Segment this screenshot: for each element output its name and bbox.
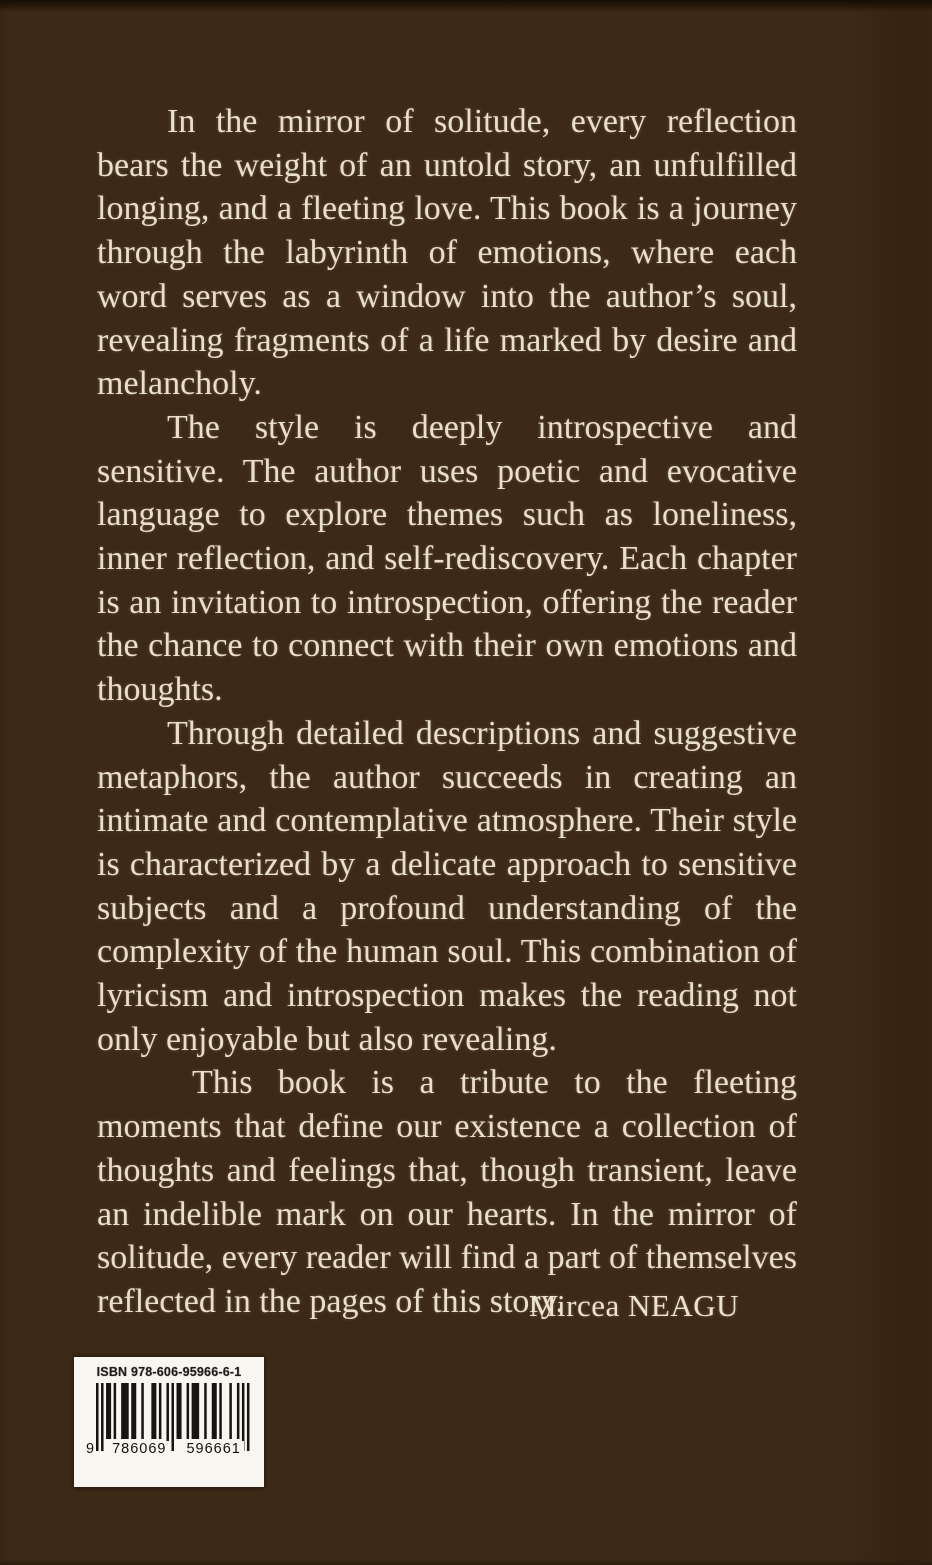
ean-digit-group-right: 596661 [183, 1441, 243, 1457]
isbn-number: ISBN 978-606-95966-6-1 [96, 1365, 242, 1379]
barcode-area [86, 1383, 252, 1457]
cover-bottom-shadow [0, 1559, 932, 1565]
synopsis-paragraph-4: This book is a tribute to the fleeting moments that define our existence a collection of thoughts and feelings that, though transient, leave an indelible mark on our hearts. In the mirror of solitude, every reader will find a part of themselves reflected in the pages of this story. [97, 1064, 797, 1320]
ean-digits [86, 1441, 252, 1457]
ean-digit-prefix: 9 [86, 1441, 96, 1457]
author-name-line [97, 1288, 797, 1324]
isbn-barcode-sticker [74, 1357, 264, 1487]
synopsis-paragraph-1: In the mirror of solitude, every reflection bears the weight of an untold story, an unfulfilled longing, and a fleeting love. This book is a journey through the labyrinth of emotions, where each word serves as a window into the author’s soul, revealing fragments of a life marked by desire and melancholy. [97, 103, 797, 403]
cover-top-shadow [0, 0, 932, 12]
synopsis-paragraph-2: The style is deeply introspective and sensitive. The author uses poetic and evocative language to explore themes such as loneliness, inner reflection, and self-rediscovery. Each chapter is an invitation to introspection, offering the reader the chance to connect with their own emotions and thoughts. [97, 408, 797, 709]
ean-digit-group-left: 786069 [109, 1441, 169, 1457]
author-name: Mircea NEAGU [528, 1288, 739, 1323]
synopsis-text-block [97, 100, 797, 1324]
synopsis-paragraph-3: Through detailed descriptions and suggestive metaphors, the author succeeds in creating an intimate and contemplative atmosphere. Their style is characterized by a delicate approach to sensitive subjects and a profound understanding of the complexity of the human soul. This combination of lyricism and introspection makes the reading not only enjoyable but also revealing. [97, 714, 797, 1058]
